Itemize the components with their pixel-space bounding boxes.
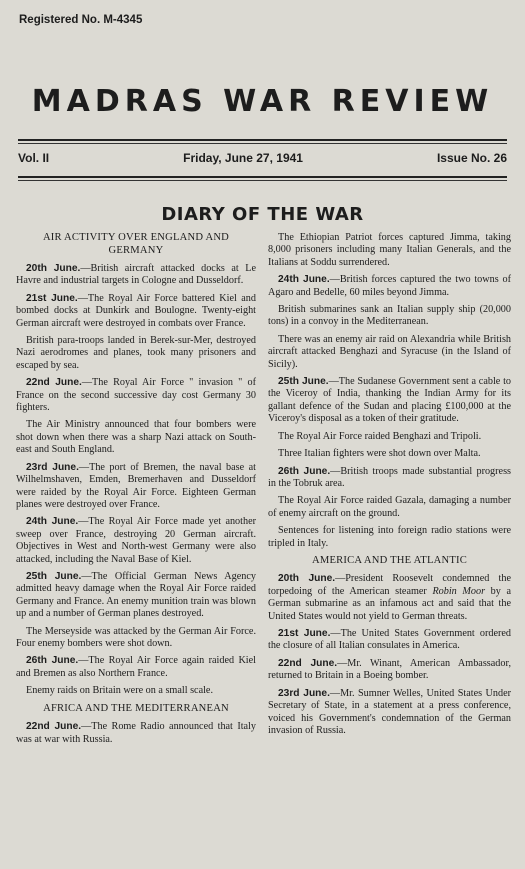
entry-paragraph: British submarines sank an Italian supply ship (20,000 tons) in a convoy in the Mediterranean. bbox=[268, 304, 511, 328]
entry-paragraph bbox=[268, 658, 511, 683]
entry-paragraph: The Royal Air Force raided Benghazi and Tripoli. bbox=[278, 430, 482, 442]
entry-date: 26th June. bbox=[26, 655, 79, 667]
entry-paragraph bbox=[16, 462, 256, 512]
issue-number: Issue No. 26 bbox=[436, 151, 507, 165]
entry-text: —President Roosevelt condemned the torpedoing of the American steamer bbox=[268, 573, 511, 597]
section-heading-africa: AFRICA AND THE MEDITERRANEAN bbox=[43, 702, 229, 714]
entry-text: —The United States Government ordered the closure of all Italian consulates in America. bbox=[268, 628, 511, 652]
right-column bbox=[268, 232, 511, 742]
entry-paragraph bbox=[16, 293, 256, 330]
entry-date: 25th June. bbox=[278, 376, 329, 388]
entry-text: —The Royal Air Force made yet another sweep over France, destroying 20 German aircraft. Objectives in West and North-west Germany were also attacked, including the Naval Base of Kiel. bbox=[16, 516, 256, 565]
entry-paragraph bbox=[16, 516, 256, 566]
entry-text: —The Royal Air Force " invasion " of France on the second successive day cost Germany 30 fighters. bbox=[16, 377, 257, 414]
entry-paragraph bbox=[268, 573, 511, 623]
entry-paragraph bbox=[268, 628, 511, 653]
entry-text: —British forces captured the two towns of Agaro and Bedelle, 60 miles beyond Jimma. bbox=[268, 274, 511, 298]
entry-date: 21st June. bbox=[278, 628, 331, 640]
registration-number: Registered No. M-4345 bbox=[19, 14, 143, 26]
entry-text: —The Rome Radio announced that Italy was at war with Russia. bbox=[16, 721, 256, 745]
issue-date: Friday, June 27, 1941 bbox=[183, 151, 303, 165]
entry-date: 22nd June. bbox=[278, 657, 338, 669]
entry-paragraph bbox=[268, 688, 511, 738]
entry-text: —Mr. Winant, American Ambassador, returned to Britain in a Boeing bomber. bbox=[268, 657, 512, 682]
entry-text: —The Official German News Agency admitted heavy damage when the Royal Air Force raided Germany and France. An enemy munition train was blown up and a number of German planes destroyed. bbox=[16, 570, 256, 620]
entry-date: 24th June. bbox=[278, 274, 330, 286]
entry-date: 21st June. bbox=[26, 292, 78, 304]
section-heading-america: AMERICA AND THE ATLANTIC bbox=[312, 554, 467, 566]
left-column bbox=[16, 232, 256, 751]
entry-date: 23rd June. bbox=[26, 461, 79, 473]
masthead-rule-top-thin bbox=[18, 143, 507, 144]
entry-date: 25th June. bbox=[26, 570, 82, 582]
entry-paragraph: Sentences for listening into foreign radio stations were tripled in Italy. bbox=[268, 525, 511, 549]
entry-paragraph: Enemy raids on Britain were on a small scale. bbox=[26, 685, 213, 697]
entry-paragraph bbox=[16, 263, 256, 288]
entry-date: 20th June. bbox=[26, 263, 81, 274]
entry-text: —Mr. Sumner Welles, United States Under Secretary of State, in a statement at a press conference, voiced his Government's condemnation of the German invasion of Russia. bbox=[268, 687, 511, 736]
entry-date: 22nd June. bbox=[26, 721, 82, 733]
entry-paragraph bbox=[16, 655, 256, 680]
section-heading-air: AIR ACTIVITY OVER ENGLAND AND GERMANY bbox=[42, 232, 230, 256]
volume-label: Vol. II bbox=[18, 151, 50, 165]
entry-date: 20th June. bbox=[278, 573, 336, 585]
entry-date: 24th June. bbox=[26, 516, 79, 528]
entry-text: —British troops made substantial progress in the Tobruk area. bbox=[268, 465, 511, 489]
entry-paragraph bbox=[268, 466, 511, 491]
entry-date: 22nd June. bbox=[26, 377, 82, 389]
entry-paragraph: British para-troops landed in Berek-sur-Mer, destroyed Nazi aerodromes and planes, took many prisoners and escaped by sea. bbox=[16, 335, 256, 371]
entry-paragraph bbox=[16, 571, 256, 621]
issue-rule-bottom-thin bbox=[18, 180, 507, 181]
entry-date: 26th June. bbox=[278, 465, 331, 477]
entry-paragraph bbox=[16, 721, 256, 746]
issue-rule-bottom bbox=[18, 176, 507, 178]
masthead-rule-top bbox=[18, 139, 507, 141]
entry-paragraph: The Ethiopian Patriot forces captured Jimma, taking 8,000 prisoners including many Italian Generals, and the Italians at Soddu surrendered. bbox=[268, 232, 511, 268]
publication-title: MADRAS WAR REVIEW bbox=[31, 84, 494, 119]
entry-date: 23rd June. bbox=[278, 687, 330, 699]
entry-text: —The Sudanese Government sent a cable to the Viceroy of India, thanking the Indian Army for its gallant defence of the Sudan and placing £100,000 at the Viceroy's disposal as a token of their gratitude. bbox=[268, 376, 511, 425]
entry-paragraph bbox=[16, 377, 256, 414]
entry-paragraph: The Air Ministry announced that four bombers were shot down when there was a sharp Nazi attack on South-east and South England. bbox=[16, 419, 256, 456]
entry-text: —The Royal Air Force again raided Kiel and Bremen as also Northern France. bbox=[16, 655, 256, 679]
entry-paragraph bbox=[268, 376, 511, 426]
entry-paragraph bbox=[268, 274, 511, 299]
entry-paragraph: Three Italian fighters were shot down over Malta. bbox=[278, 448, 481, 460]
issue-line bbox=[18, 151, 507, 165]
page-heading: DIARY OF THE WAR bbox=[161, 204, 364, 225]
entry-text: —British aircraft attacked docks at Le Havre and industrial targets in Cologne and Dusseldorf. bbox=[16, 263, 256, 287]
entry-paragraph: The Merseyside was attacked by the German Air Force. Four enemy bombers were shot down. bbox=[16, 625, 256, 649]
entry-text: —The port of Bremen, the naval base at Wilhelmshaven, Emden, Bremerhaven and Dusseldorf were raided by the Royal Air Force. Eighteen German planes were destroyed over France. bbox=[16, 461, 256, 510]
entry-text: by a German submarine as an infamous act and said that the United States would not yield to German threats. bbox=[268, 585, 511, 622]
entry-paragraph: The Royal Air Force raided Gazala, damaging a number of enemy aircraft on the ground. bbox=[268, 495, 511, 519]
entry-paragraph: There was an enemy air raid on Alexandria while British aircraft attacked Benghazi and Syracuse (in the Island of Sicily). bbox=[268, 333, 511, 370]
entry-text: —The Royal Air Force battered Kiel and bombed docks at Dunkirk and Boulogne. Twenty-eight German aircraft were destroyed in combats over France. bbox=[16, 292, 256, 329]
ship-name: Robin Moor bbox=[432, 585, 486, 597]
